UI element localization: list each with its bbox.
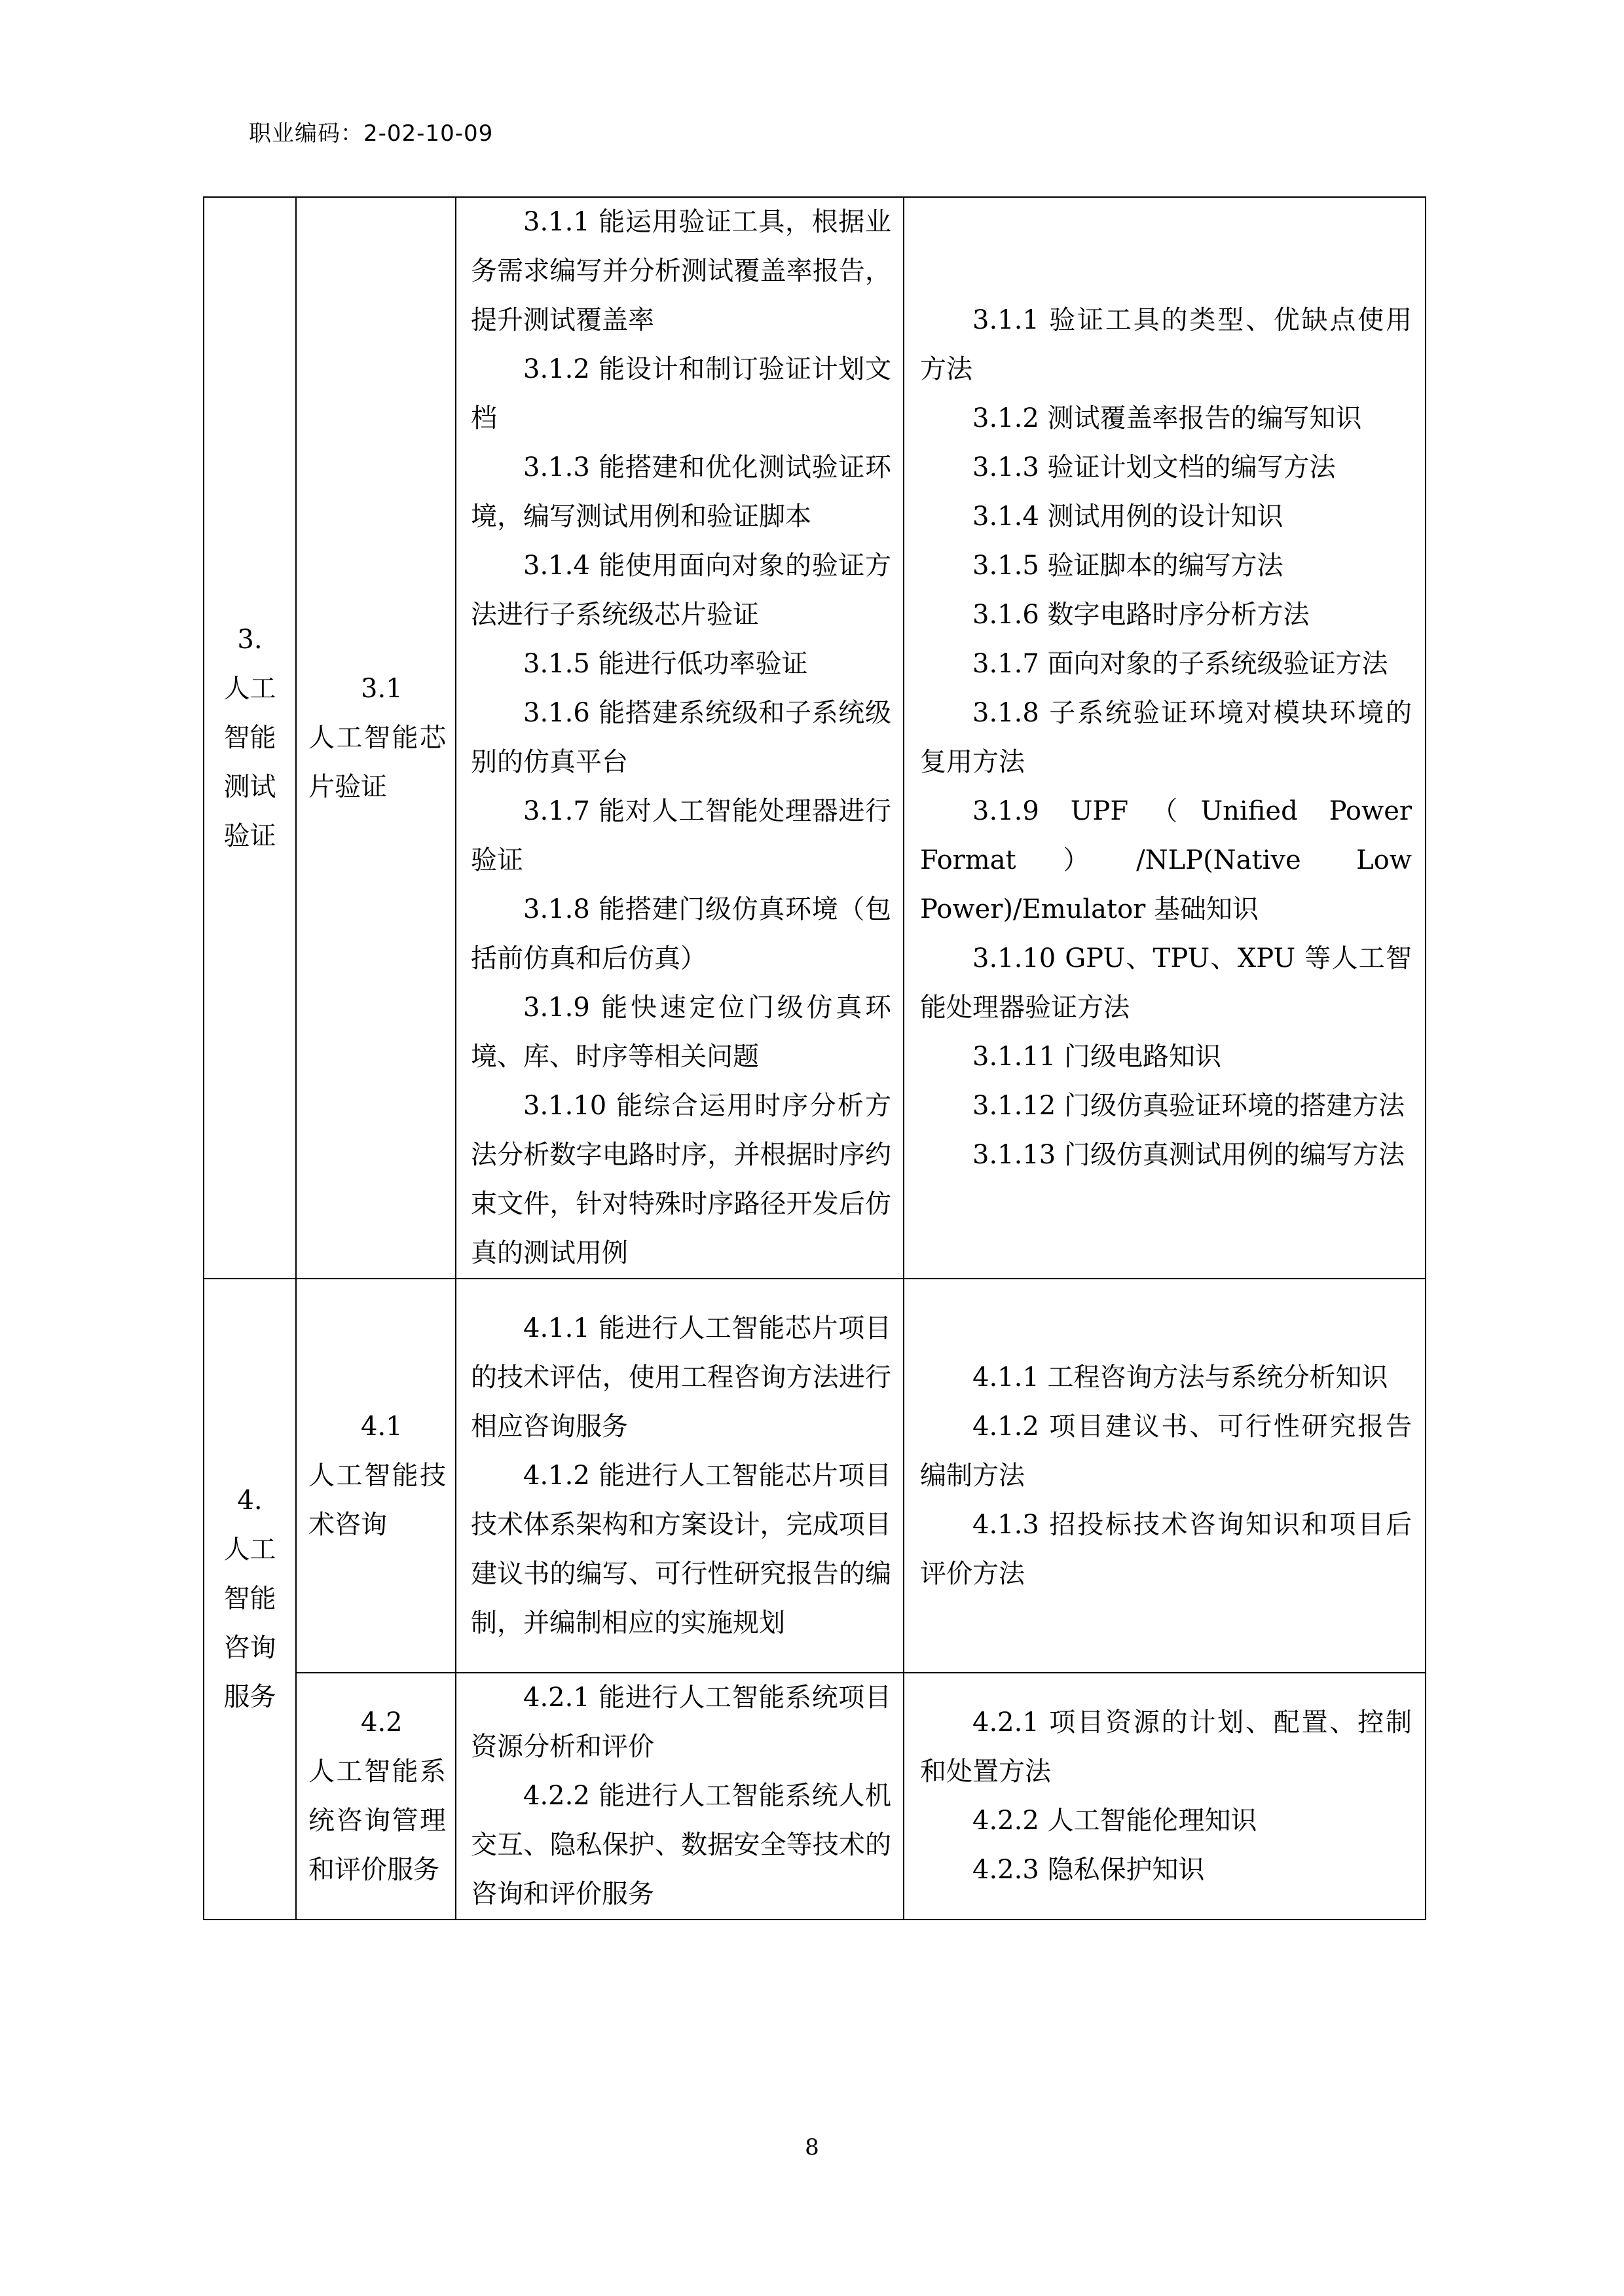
domain-cell (204, 1279, 296, 1920)
domain-line: 人工 (223, 1535, 276, 1565)
skill-item: 3.1.10 能综合运用时序分析方法分析数字电路时序，并根据时序约束文件，针对特殊时序路径开发后仿真的测试用例 (471, 1091, 891, 1268)
knowledge-item: 4.1.3 招投标技术咨询知识和项目后评价方法 (920, 1509, 1412, 1589)
knowledge-item: 3.1.8 子系统验证环境对模块环境的复用方法 (920, 698, 1412, 777)
domain-line: 3. (237, 624, 263, 655)
knowledge-item: 3.1.4 测试用例的设计知识 (972, 501, 1283, 532)
unit-cell (296, 197, 456, 1279)
skill-item: 3.1.4 能使用面向对象的验证方法进行子系统级芯片验证 (471, 551, 891, 630)
skill-item: 3.1.8 能搭建门级仿真环境（包括前仿真和后仿真） (471, 894, 891, 974)
unit-3-1-text: 3.1 人工智能芯片验证 (308, 673, 446, 802)
knowledge-item: 4.2.2 人工智能伦理知识 (972, 1805, 1257, 1836)
table-row (204, 1673, 1426, 1920)
table-row (204, 1279, 1426, 1673)
competency-table (203, 196, 1426, 1920)
knowledge-cell (904, 1673, 1426, 1920)
skills-cell (456, 197, 904, 1279)
skill-item: 4.1.1 能进行人工智能芯片项目的技术评估，使用工程咨询方法进行相应咨询服务 (471, 1313, 891, 1442)
domain-line: 智能 (223, 722, 276, 753)
unit-cell (296, 1279, 456, 1673)
knowledge-item: 4.2.1 项目资源的计划、配置、控制和处置方法 (920, 1707, 1412, 1787)
knowledge-item: 4.1.1 工程咨询方法与系统分析知识 (972, 1362, 1388, 1393)
knowledge-item: 4.1.2 项目建议书、可行性研究报告编制方法 (920, 1411, 1412, 1491)
table-row (204, 197, 1426, 1279)
knowledge-item: 4.2.3 隐私保护知识 (972, 1854, 1205, 1885)
knowledge-item: 3.1.11 门级电路知识 (972, 1042, 1221, 1072)
skills-cell (456, 1673, 904, 1920)
domain-line: 智能 (223, 1584, 276, 1614)
skill-item: 3.1.5 能进行低功率验证 (523, 649, 808, 679)
knowledge-item: 3.1.7 面向对象的子系统级验证方法 (972, 649, 1388, 679)
skill-item: 3.1.7 能对人工智能处理器进行验证 (471, 796, 891, 875)
domain-line: 人工 (223, 673, 276, 704)
domain-line: 测试 (223, 771, 276, 802)
skill-item: 3.1.1 能运用验证工具，根据业务需求编写并分析测试覆盖率报告，提升测试覆盖率 (471, 207, 891, 335)
skills-cell (456, 1279, 904, 1673)
domain-3-text (204, 615, 295, 861)
knowledge-item: 3.1.13 门级仿真测试用例的编写方法 (972, 1140, 1405, 1170)
domain-cell (204, 197, 296, 1279)
domain-line: 验证 (223, 820, 276, 851)
skill-item: 4.2.2 能进行人工智能系统人机交互、隐私保护、数据安全等技术的咨询和评价服务 (471, 1781, 891, 1909)
domain-line: 服务 (223, 1682, 276, 1712)
domain-4-text (204, 1476, 295, 1722)
skill-item: 3.1.3 能搭建和优化测试验证环境，编写测试用例和验证脚本 (471, 452, 891, 532)
knowledge-item: 3.1.2 测试覆盖率报告的编写知识 (972, 403, 1362, 433)
knowledge-item: 3.1.10 GPU、TPU、XPU 等人工智能处理器验证方法 (920, 943, 1412, 1023)
skill-item: 4.1.2 能进行人工智能芯片项目技术体系架构和方案设计，完成项目建议书的编写、可行性研究报告的编制，并编制相应的实施规划 (471, 1460, 891, 1638)
knowledge-item: 3.1.6 数字电路时序分析方法 (972, 600, 1310, 630)
knowledge-cell (904, 1279, 1426, 1673)
skill-item: 4.2.1 能进行人工智能系统项目资源分析和评价 (471, 1683, 891, 1762)
skill-item: 3.1.9 能快速定位门级仿真环境、库、时序等相关问题 (471, 993, 891, 1072)
knowledge-cell (904, 197, 1426, 1279)
skill-item: 3.1.2 能设计和制订验证计划文档 (471, 354, 891, 433)
knowledge-item: 3.1.1 验证工具的类型、优缺点使用方法 (920, 305, 1412, 384)
domain-line: 咨询 (223, 1633, 276, 1663)
unit-4-2-text: 4.2 人工智能系统咨询管理和评价服务 (308, 1707, 446, 1885)
unit-4-1-text: 4.1 人工智能技术咨询 (308, 1411, 446, 1540)
domain-line: 4. (237, 1485, 263, 1516)
knowledge-item: 3.1.5 验证脚本的编写方法 (972, 551, 1283, 581)
knowledge-item: 3.1.3 验证计划文档的编写方法 (972, 452, 1336, 483)
skill-item: 3.1.6 能搭建系统级和子系统级别的仿真平台 (471, 698, 891, 777)
knowledge-item: 3.1.12 门级仿真验证环境的搭建方法 (972, 1091, 1405, 1121)
page-number: 8 (805, 2134, 819, 2160)
unit-cell (296, 1673, 456, 1920)
knowledge-item: 3.1.9 UPF（Unified Power Format）/NLP(Native Low Power)/Emulator 基础知识 (920, 796, 1412, 924)
occupation-code: 职业编码：2-02-10-09 (249, 120, 494, 147)
